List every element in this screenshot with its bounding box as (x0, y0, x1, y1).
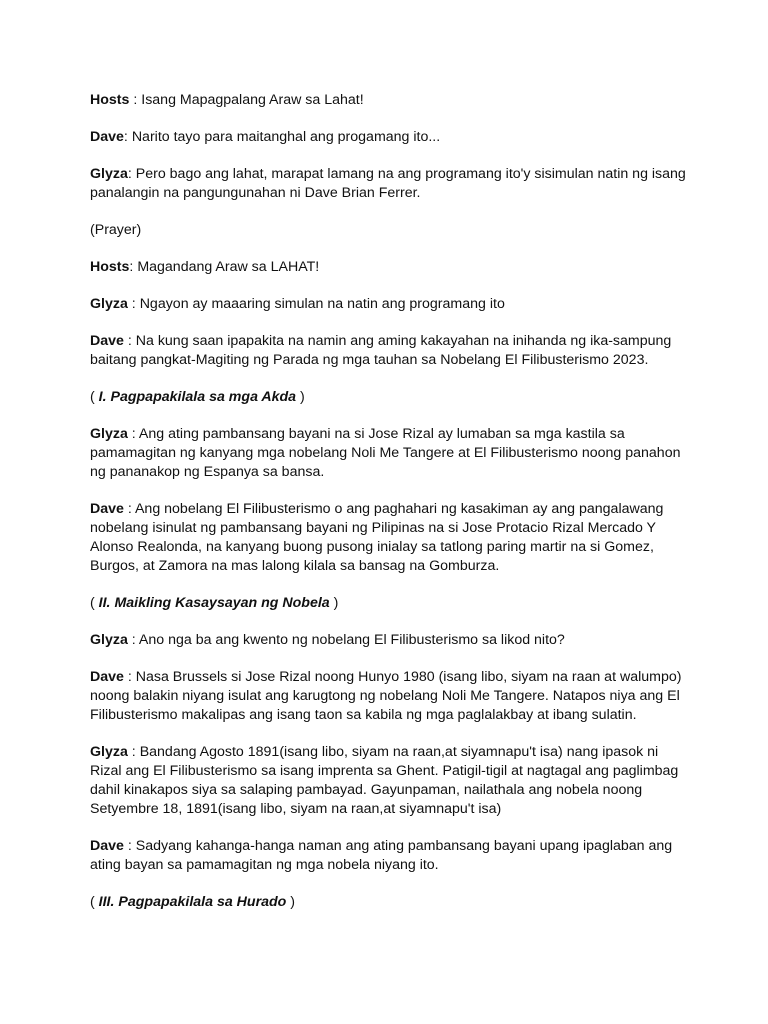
dialogue-text: Sadyang kahanga-hanga naman ang ating pambansang bayani upang ipaglaban ang ating bayan sa pamamagitan ng mga nobela niyang ito. (90, 838, 673, 873)
section-title: III. Pagpapakilala sa Hurado (98, 894, 287, 910)
dialogue-line (90, 837, 686, 875)
dialogue-text: Narito tayo para maitanghal ang progamang ito... (131, 129, 441, 145)
speaker-name: Dave (90, 501, 124, 517)
dialogue-text: Pero bago ang lahat, marapat lamang na ang programang ito'y sisimulan natin ng isang panalangin na pangungunahan ni Dave Brian Ferrer. (90, 166, 686, 201)
speaker-name: Glyza (90, 296, 128, 312)
dialogue-text: Ano nga ba ang kwento ng nobelang El Filibusterismo sa likod nito? (138, 632, 565, 648)
dialogue-text: Na kung saan ipapakita na namin ang aming kakayahan na inihanda ng ika-sampung baitang pangkat-Magiting ng Parada ng mga tauhan sa Nobelang El Filibusterismo 2023. (90, 333, 672, 368)
speaker-separator: : (127, 632, 139, 648)
speaker-name: Dave (90, 129, 124, 145)
dialogue-line (90, 743, 686, 819)
speaker-separator: : (129, 259, 138, 275)
dialogue-line (90, 425, 686, 482)
speaker-name: Hosts (90, 259, 130, 275)
section-open-paren: ( (90, 595, 99, 611)
dialogue-text: Bandang Agosto 1891(isang libo, siyam na raan,at siyamnapu't isa) nang ipasok ni Rizal ang El Filibusterismo sa isang imprenta sa Ghent. Patigil-tigil at nagtagal ang paglimbag dahil kinakapos siya sa salaping pambayad. Gayunpaman, nailathala ang nobela noong Setyembre 18, 1891(isang libo, siyam na raan,at siyamnapu't isa) (90, 744, 679, 817)
speaker-separator: : (123, 333, 136, 349)
section-heading (90, 893, 686, 912)
dialogue-line (90, 668, 686, 725)
dialogue-text: Magandang Araw sa LAHAT! (137, 259, 320, 275)
dialogue-line (90, 165, 686, 203)
speaker-separator: : (127, 166, 136, 182)
speaker-separator: : (123, 838, 136, 854)
speaker-separator: : (127, 296, 140, 312)
section-title: I. Pagpapakilala sa mga Akda (98, 389, 297, 405)
speaker-separator: : (123, 501, 135, 517)
section-title: II. Maikling Kasaysayan ng Nobela (98, 595, 330, 611)
dialogue-text: Ang nobelang El Filibusterismo o ang paghahari ng kasakiman ay ang pangalawang nobelang isinulat ng pambansang bayani ng Pilipinas na si Jose Protacio Rizal Mercado Y Alonso Realonda, na kanyang buong pusong inialay sa tatlong paring martir na si Gomez, Burgos, at Zamora na mas lalong kilala sa bansag na Gomburza. (90, 501, 664, 574)
dialogue-line (90, 332, 686, 370)
speaker-name: Dave (90, 333, 124, 349)
speaker-name: Glyza (90, 632, 128, 648)
speaker-name: Glyza (90, 426, 128, 442)
dialogue-line (90, 295, 686, 314)
speaker-separator: : (127, 426, 139, 442)
section-close-paren: ) (296, 389, 305, 405)
speaker-separator: : (127, 744, 140, 760)
dialogue-line (90, 128, 686, 147)
speaker-separator: : (123, 129, 132, 145)
section-heading (90, 594, 686, 613)
dialogue-line (90, 500, 686, 576)
dialogue-text: Ngayon ay maaaring simulan na natin ang programang ito (139, 296, 505, 312)
section-close-paren: ) (329, 595, 339, 611)
dialogue-text: Isang Mapagpalang Araw sa Lahat! (141, 92, 364, 108)
speaker-separator: : (123, 669, 136, 685)
section-close-paren: ) (286, 894, 296, 910)
document-page (90, 91, 686, 930)
dialogue-line (90, 631, 686, 650)
speaker-separator: : (129, 92, 142, 108)
speaker-name: Glyza (90, 744, 128, 760)
speaker-name: Dave (90, 669, 124, 685)
stage-direction: (Prayer) (90, 222, 142, 238)
speaker-name: Glyza (90, 166, 128, 182)
dialogue-line (90, 91, 686, 110)
dialogue-text: Ang ating pambansang bayani na si Jose Rizal ay lumaban sa mga kastila sa pamamagitan ng kanyang mga nobelang Noli Me Tangere at El Filibusterismo noong panahon ng pananakop ng Espanya sa bansa. (90, 426, 681, 480)
speaker-name: Hosts (90, 92, 130, 108)
section-open-paren: ( (90, 389, 99, 405)
dialogue-line (90, 258, 686, 277)
section-heading (90, 388, 686, 407)
dialogue-text: Nasa Brussels si Jose Rizal noong Hunyo 1980 (isang libo, siyam na raan at walumpo) noong balakin niyang isulat ang karugtong ng nobelang Noli Me Tangere. Natapos niya ang El Filibusterismo makalipas ang isang taon sa kabila ng mga paglalakbay at ibang sulatin. (90, 669, 682, 723)
section-open-paren: ( (90, 894, 99, 910)
speaker-name: Dave (90, 838, 124, 854)
